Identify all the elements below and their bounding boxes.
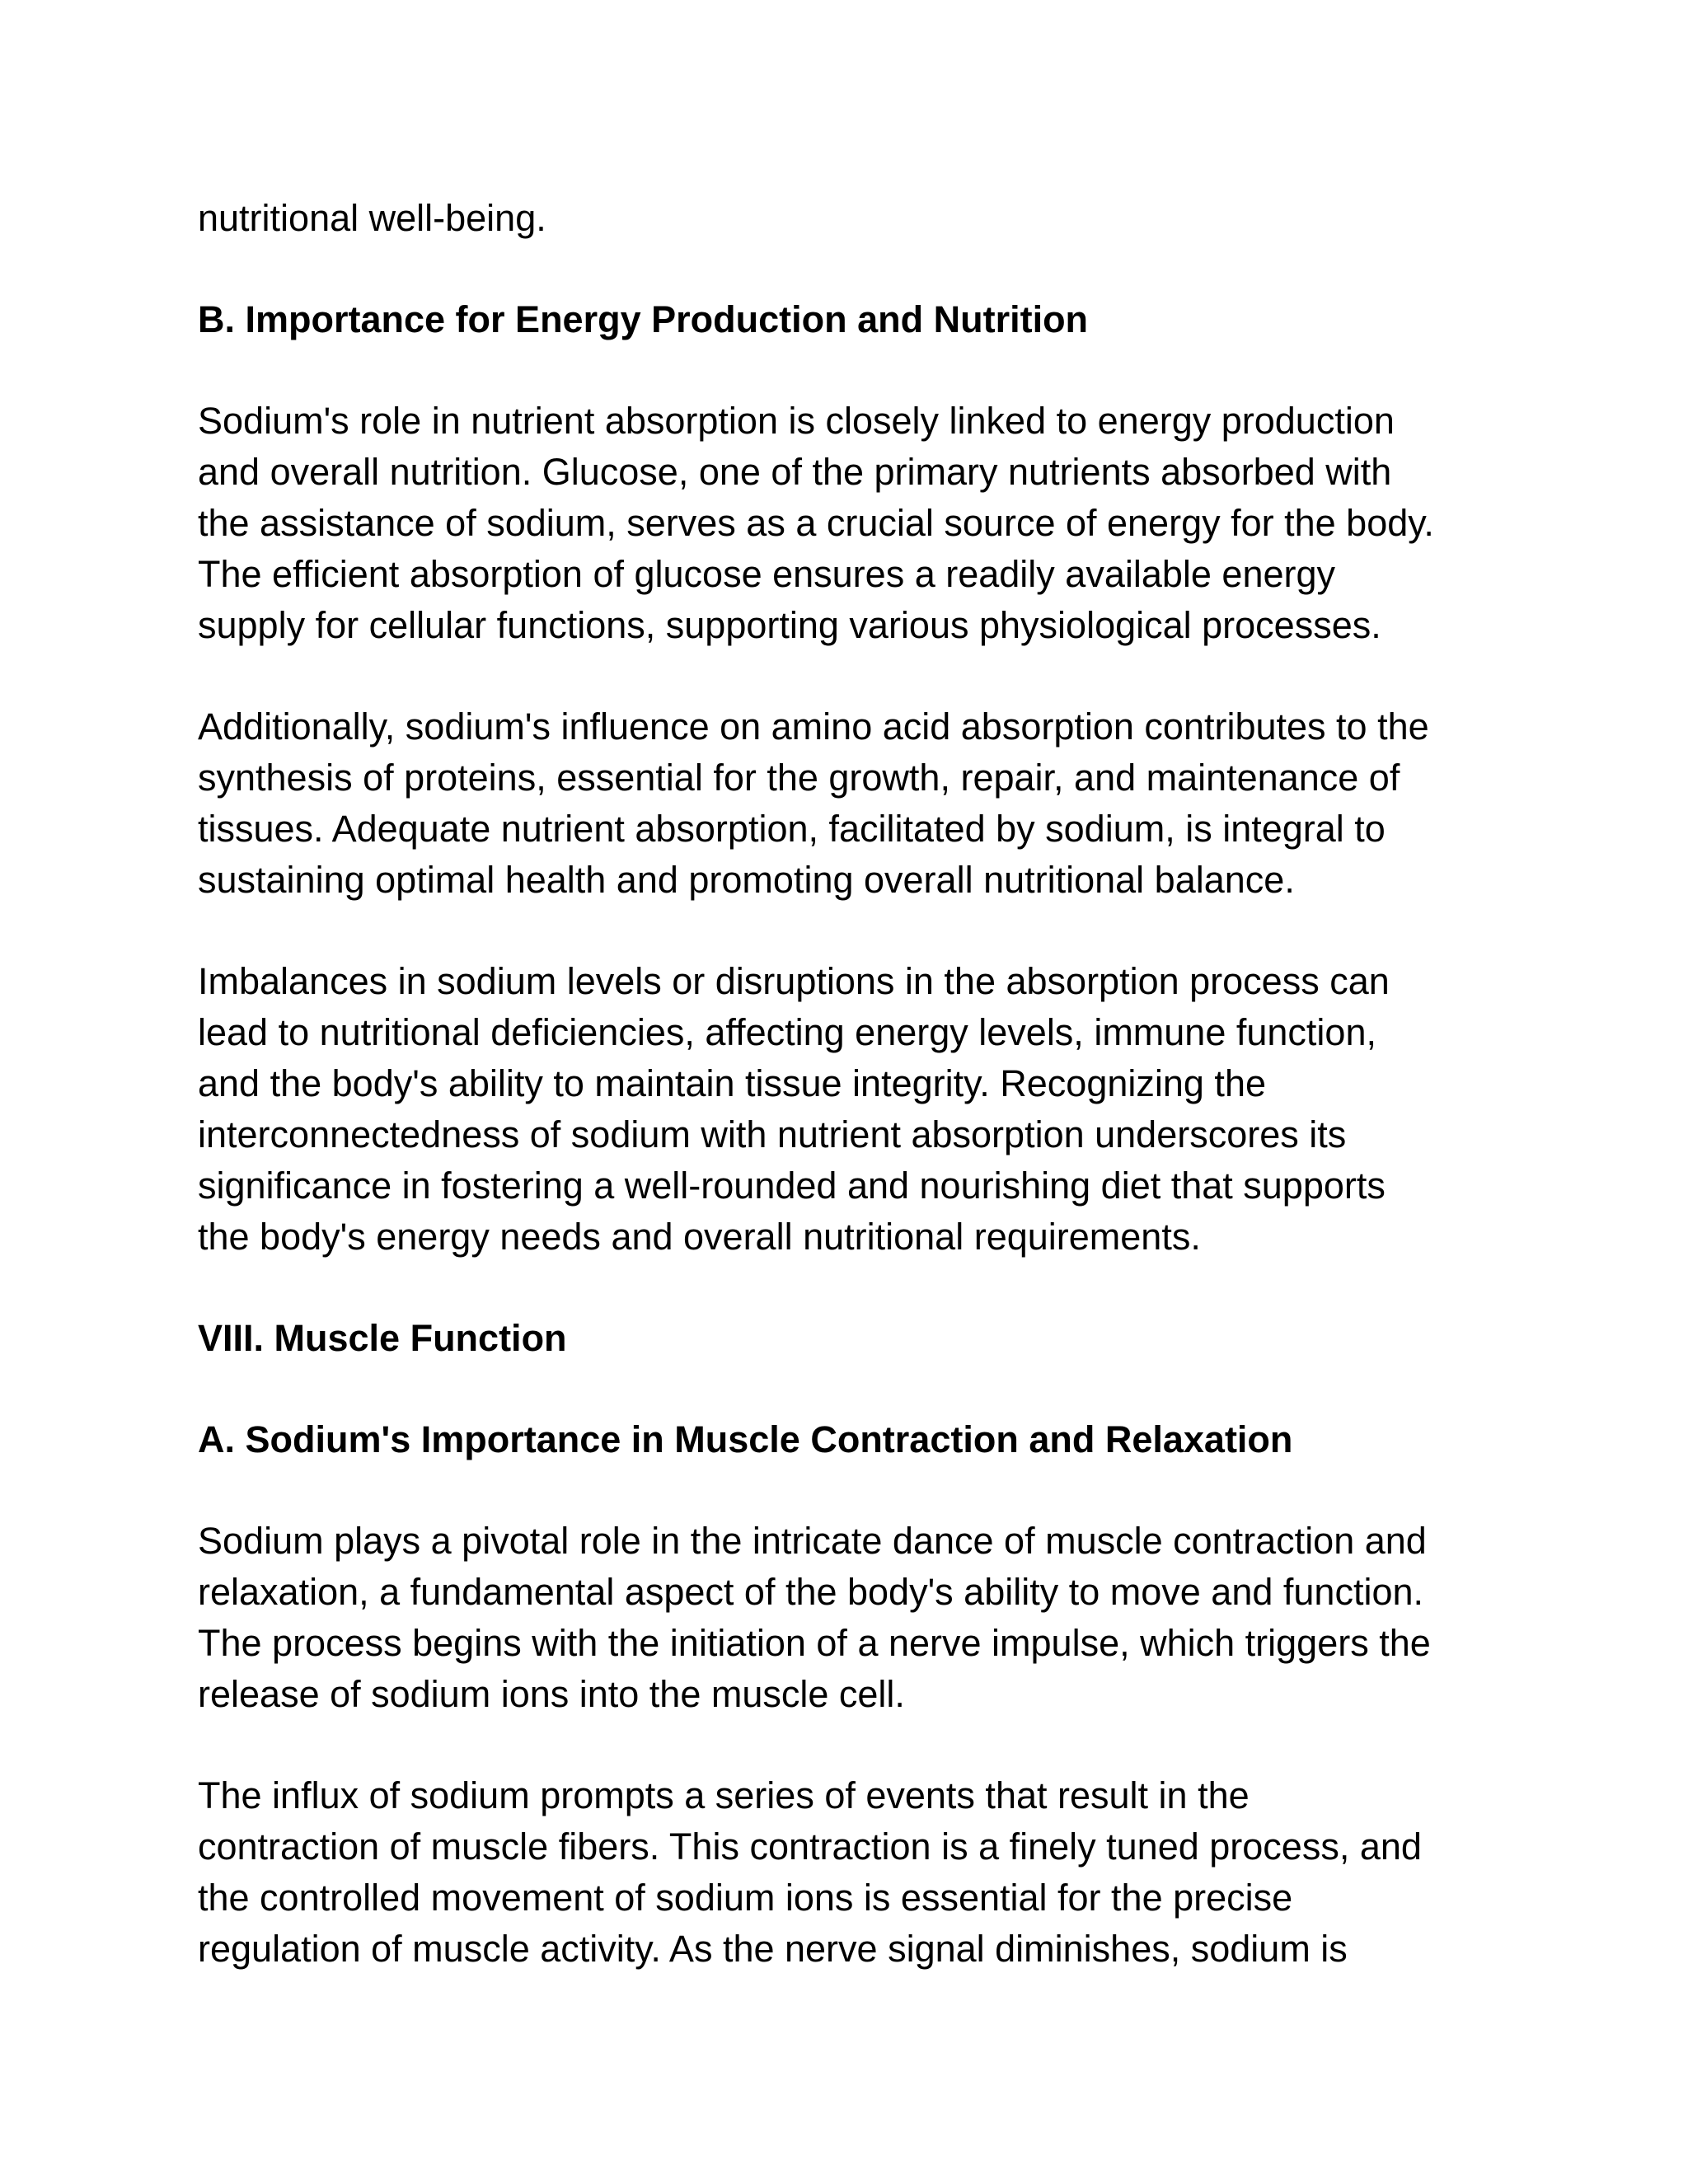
section-a-paragraph-2-line: regulation of muscle activity. As the nerve signal diminishes, sodium is [198, 1928, 1348, 1970]
section-b-paragraph-2-line: tissues. Adequate nutrient absorption, facilitated by sodium, is integral to [198, 808, 1386, 850]
section-b-heading: B. Importance for Energy Production and Nutrition [198, 298, 1089, 340]
section-a-paragraph-2-line: the controlled movement of sodium ions is essential for the precise [198, 1877, 1293, 1919]
section-b-paragraph-3-line: significance in fostering a well-rounded and nourishing diet that supports [198, 1165, 1386, 1207]
section-b-paragraph-2-line: sustaining optimal health and promoting overall nutritional balance. [198, 859, 1295, 901]
section-b-paragraph-1-line: the assistance of sodium, serves as a crucial source of energy for the body. [198, 502, 1434, 544]
section-b-paragraph-3-line: Imbalances in sodium levels or disruptions in the absorption process can [198, 960, 1390, 1002]
section-viii-heading: VIII. Muscle Function [198, 1317, 567, 1359]
section-b-paragraph-2-line: synthesis of proteins, essential for the growth, repair, and maintenance of [198, 757, 1400, 799]
section-b-paragraph-1-line: The efficient absorption of glucose ensures a readily available energy [198, 553, 1336, 595]
section-b-paragraph-3-line: lead to nutritional deficiencies, affecting energy levels, immune function, [198, 1011, 1376, 1053]
section-a-paragraph-1-line: relaxation, a fundamental aspect of the body's ability to move and function. [198, 1571, 1423, 1613]
section-b-paragraph-1-line: supply for cellular functions, supporting various physiological processes. [198, 604, 1381, 646]
intro-text-line: nutritional well-being. [198, 197, 546, 239]
section-b-paragraph-1-line: and overall nutrition. Glucose, one of the primary nutrients absorbed with [198, 451, 1392, 493]
section-a-paragraph-1-line: Sodium plays a pivotal role in the intricate dance of muscle contraction and [198, 1520, 1427, 1562]
section-b-paragraph-3-line: the body's energy needs and overall nutritional requirements. [198, 1216, 1201, 1258]
section-a-paragraph-2-line: The influx of sodium prompts a series of events that result in the [198, 1774, 1250, 1816]
section-a-paragraph-1-line: release of sodium ions into the muscle cell. [198, 1673, 905, 1715]
section-b-paragraph-2-line: Additionally, sodium's influence on amino acid absorption contributes to the [198, 705, 1429, 748]
section-b-paragraph-1-line: Sodium's role in nutrient absorption is closely linked to energy production [198, 400, 1395, 442]
section-b-paragraph-3-line: and the body's ability to maintain tissue integrity. Recognizing the [198, 1062, 1266, 1104]
section-a-paragraph-1-line: The process begins with the initiation of a nerve impulse, which triggers the [198, 1622, 1431, 1664]
section-b-paragraph-3-line: interconnectedness of sodium with nutrient absorption underscores its [198, 1113, 1347, 1155]
section-a-paragraph-2-line: contraction of muscle fibers. This contraction is a finely tuned process, and [198, 1825, 1422, 1868]
section-a-heading: A. Sodium's Importance in Muscle Contraction and Relaxation [198, 1418, 1293, 1460]
